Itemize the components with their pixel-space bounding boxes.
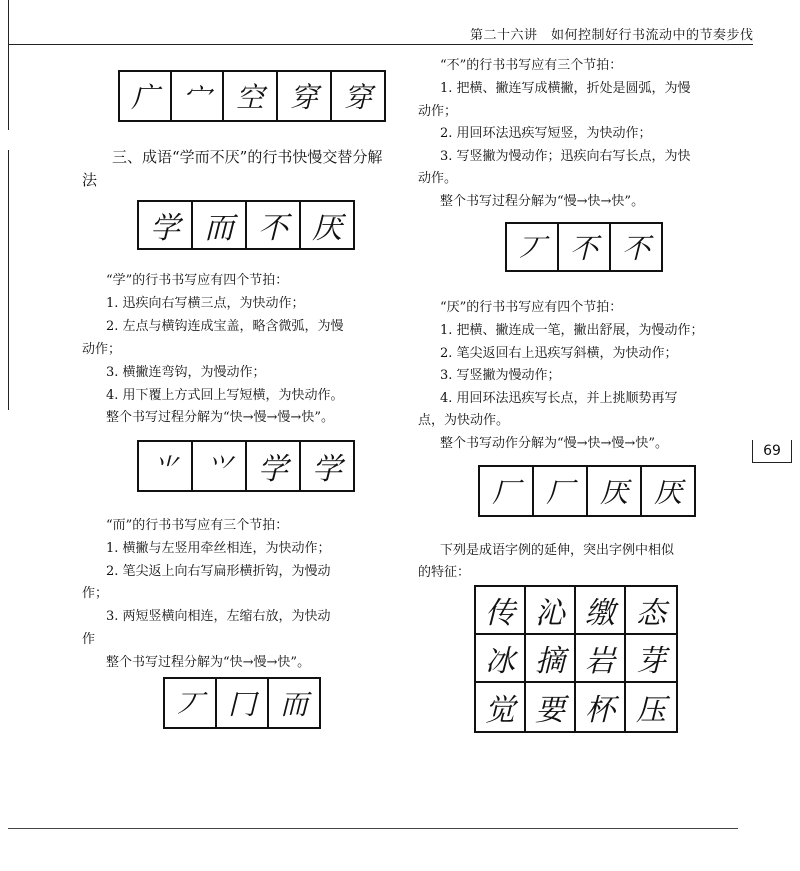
extension-text: 下列是成语字例的延伸，突出字例中相似 — [440, 543, 675, 558]
bu-step: 动作； — [418, 104, 458, 119]
char-cell: 宀 — [172, 72, 224, 120]
page-number: 69 — [752, 440, 792, 463]
yan-step: 1. 把横、撇连成一笔，撇出舒展，为慢动作； — [440, 323, 704, 338]
char-cell: 丆 — [165, 679, 217, 727]
er-summary: 整个书写过程分解为“快→慢→快”。 — [106, 655, 311, 670]
char-cell: 冂 — [217, 679, 269, 727]
yan-step: 3. 写竖撇为慢动作； — [440, 368, 561, 383]
er-step: 作； — [82, 586, 109, 601]
grid-cell: 压 — [636, 693, 666, 728]
xue-step: 2. 左点与横钩连成宝盖，略含微弧，为慢 — [106, 319, 344, 334]
char-cell: 而 — [279, 688, 308, 721]
er-step: 3. 两短竖横向相连，左缩右放，为快动 — [106, 609, 331, 624]
char-box-xue — [137, 440, 355, 492]
char-box-yan — [478, 465, 696, 517]
char-cell: 学 — [247, 442, 301, 490]
char-cell: 厌 — [653, 476, 682, 509]
grid-cell: 缴 — [576, 587, 626, 635]
bu-step: 1. 把横、撇连写成横撇，折处是圆弧，为慢 — [440, 81, 691, 96]
grid-cell: 要 — [526, 683, 576, 731]
running-header: 第二十六讲 如何控制好行书流动中的节奏步伐 — [470, 28, 754, 43]
grid-cell: 沁 — [526, 587, 576, 635]
er-step: 2. 笔尖返上向右写扁形横折钩，为慢动 — [106, 564, 331, 579]
char-cell: 厂 — [480, 467, 534, 515]
char-cell: 而 — [193, 202, 247, 248]
grid-cell: 传 — [476, 587, 526, 635]
char-box-kong — [118, 70, 386, 122]
char-cell: 穿 — [278, 72, 332, 120]
grid-cell: 觉 — [476, 683, 526, 731]
char-cell: 不 — [247, 202, 301, 248]
header-rule — [8, 44, 753, 45]
bu-step: 2. 用回环法迅疾写短竖，为快动作； — [440, 126, 652, 141]
grid-cell: 冰 — [476, 635, 526, 683]
bu-step: 3. 写竖撇为慢动作；迅疾向右写长点，为快 — [440, 149, 691, 164]
xue-summary: 整个书写过程分解为“快→慢→慢→快”。 — [106, 410, 334, 425]
char-cell: ⺍ — [193, 442, 247, 490]
char-box-bu — [505, 222, 663, 272]
example-grid — [474, 585, 678, 733]
char-cell: ⺌ — [139, 442, 193, 490]
xue-step: 动作； — [82, 342, 122, 357]
left-margin-line-bottom — [8, 150, 9, 410]
section-heading: 三、成语“学而不厌”的行书快慢交替分解 — [112, 148, 383, 166]
char-cell: 厌 — [588, 467, 642, 515]
er-step: 作 — [82, 632, 96, 647]
left-margin-line-top — [8, 0, 9, 130]
bu-summary: 整个书写过程分解为“慢→快→快”。 — [440, 194, 645, 209]
bu-step: 动作。 — [418, 171, 458, 186]
grid-cell: 岩 — [576, 635, 626, 683]
char-cell: 空 — [224, 72, 278, 120]
xue-intro: “学”的行书书写应有四个节拍： — [106, 273, 289, 288]
grid-cell: 杯 — [576, 683, 626, 731]
xue-step: 3. 横撇连弯钩，为慢动作； — [106, 365, 266, 380]
grid-cell: 摘 — [526, 635, 576, 683]
yan-summary: 整个书写动作分解为“慢→快→慢→快”。 — [440, 436, 668, 451]
char-box-idiom — [137, 200, 355, 250]
xue-step: 4. 用下覆上方式回上写短横，为快动作。 — [106, 388, 344, 403]
er-step: 1. 横撇与左竖用牵丝相连，为快动作； — [106, 541, 331, 556]
char-cell: 不 — [559, 224, 611, 270]
char-cell: 不 — [621, 232, 650, 265]
char-box-er — [163, 677, 321, 729]
grid-cell: 态 — [626, 587, 676, 635]
char-cell: 穿 — [343, 81, 372, 114]
yan-step: 点，为快动作。 — [418, 413, 510, 428]
section-heading-cont: 法 — [82, 171, 98, 189]
grid-cell: 芽 — [626, 635, 676, 683]
er-intro: “而”的行书书写应有三个节拍： — [106, 518, 289, 533]
char-cell: 厌 — [312, 211, 342, 246]
char-cell: 厂 — [534, 467, 588, 515]
yan-step: 2. 笔尖返回右上迅疾写斜横，为快动作； — [440, 346, 678, 361]
char-cell: 丆 — [507, 224, 559, 270]
char-cell: 学 — [312, 452, 342, 487]
char-cell: 广 — [120, 72, 172, 120]
char-cell: 学 — [139, 202, 193, 248]
bu-intro: “不”的行书书写应有三个节拍： — [440, 58, 623, 73]
xue-step: 1. 迅疾向右写横三点，为快动作； — [106, 296, 305, 311]
footer-rule — [8, 828, 738, 829]
yan-intro: “厌”的行书书写应有四个节拍： — [440, 300, 623, 315]
extension-text-cont: 的特征： — [418, 565, 471, 580]
yan-step: 4. 用回环法迅疾写长点，并上挑顺势再写 — [440, 391, 678, 406]
